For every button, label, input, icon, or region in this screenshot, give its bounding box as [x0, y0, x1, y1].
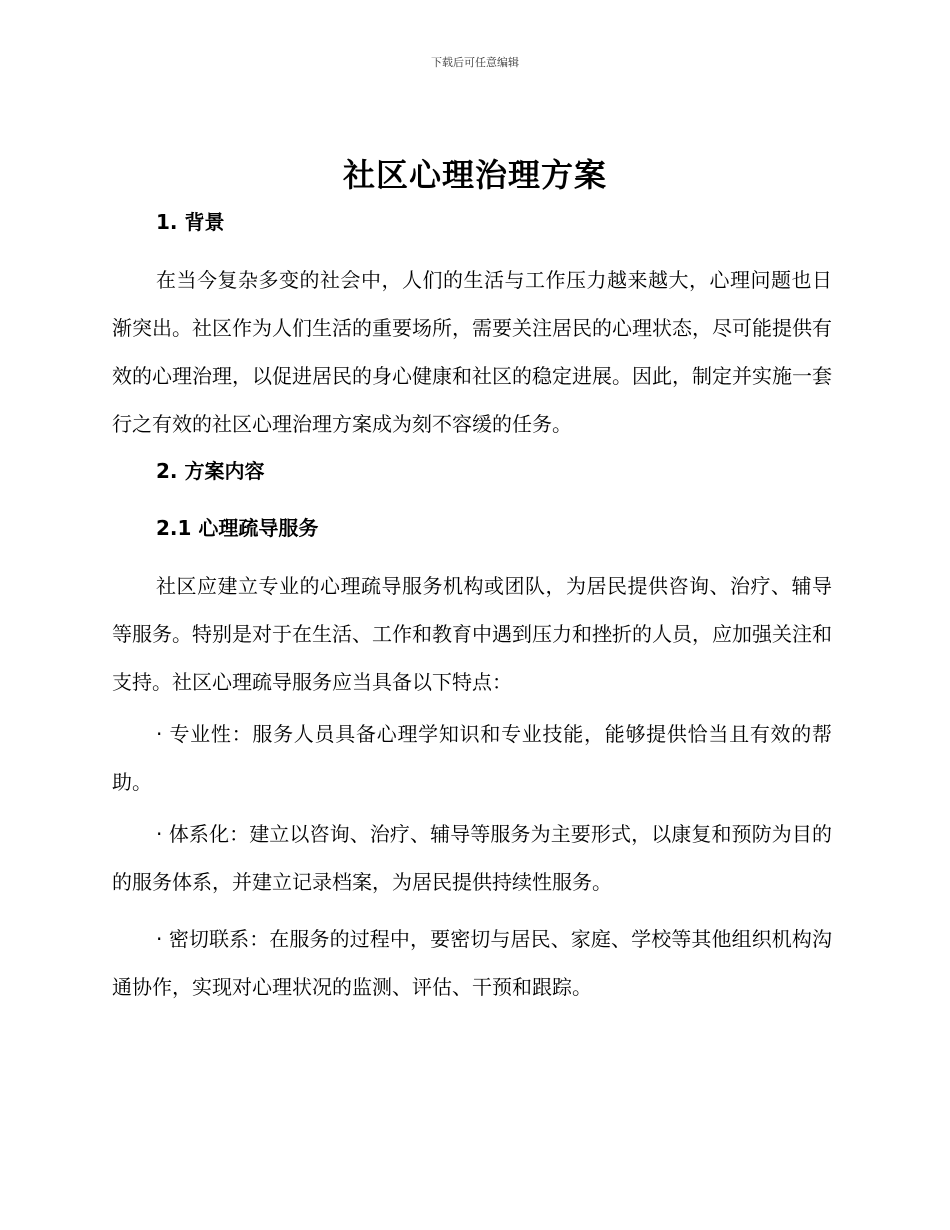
document-title: 社区心理治理方案 — [342, 156, 607, 194]
background-paragraph: 在当今复杂多变的社会中，人们的生活与工作压力越来越大，心理问题也日渐突出。社区作为人们生活的重要场所，需要关注居民的心理状态，尽可能提供有效的心理治理，以促进居民的身心健康和社区的稳定进展。因此，制定并实施一套行之有效的社区心理治理方案成为刻不容缓的任务。 — [112, 268, 832, 436]
section-heading-background: 1. 背景 — [156, 210, 225, 234]
section-heading-plan: 2. 方案内容 — [156, 459, 265, 483]
page-header-note: 下载后可任意编辑 — [431, 56, 519, 69]
bullet-professionalism: · 专业性：服务人员具备心理学知识和专业技能，能够提供恰当且有效的帮助。 — [112, 722, 832, 794]
bullet-systematization: · 体系化：建立以咨询、治疗、辅导等服务为主要形式，以康复和预防为目的的服务体系，并建立记录档案，为居民提供持续性服务。 — [112, 822, 832, 894]
counseling-paragraph: 社区应建立专业的心理疏导服务机构或团队，为居民提供咨询、治疗、辅导等服务。特别是对于在生活、工作和教育中遇到压力和挫折的人员，应加强关注和支持。社区心理疏导服务应当具备以下特点： — [112, 574, 832, 694]
bullet-close-contact: · 密切联系：在服务的过程中，要密切与居民、家庭、学校等其他组织机构沟通协作，实现对心理状况的监测、评估、干预和跟踪。 — [112, 927, 832, 999]
section-heading-counseling: 2.1 心理疏导服务 — [156, 516, 319, 540]
